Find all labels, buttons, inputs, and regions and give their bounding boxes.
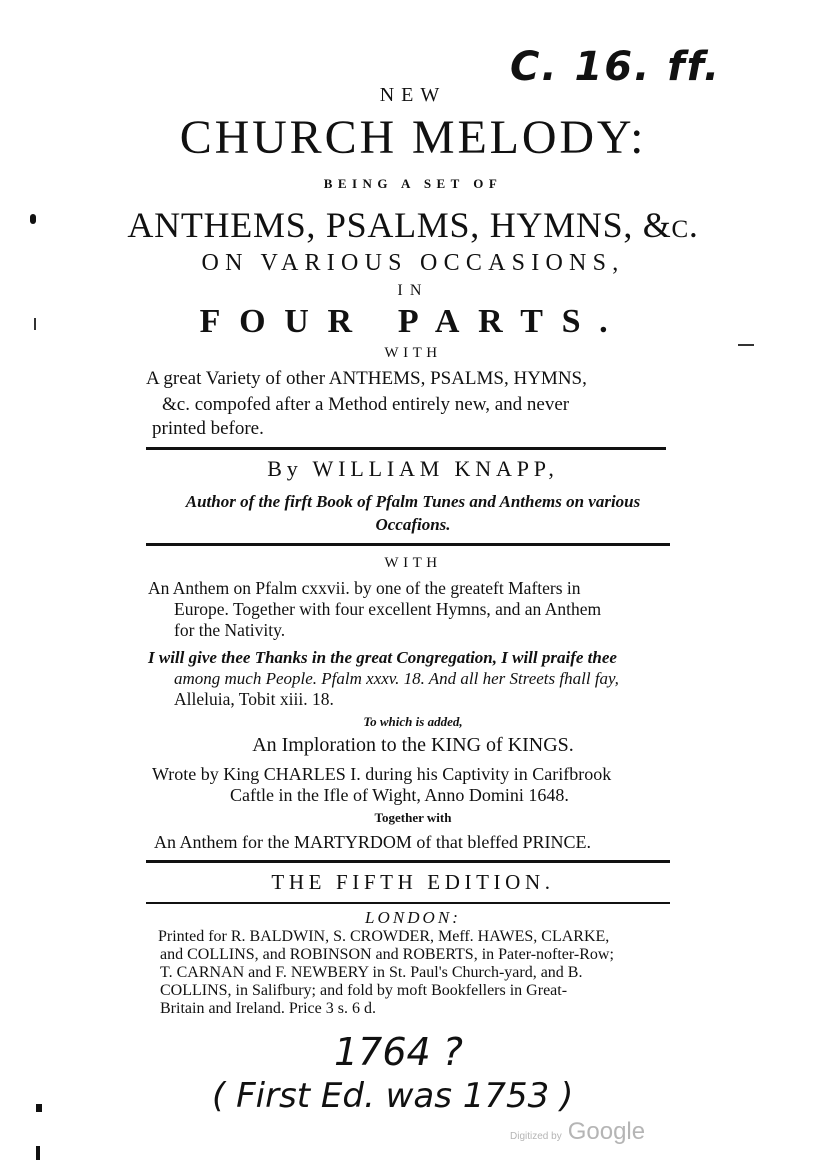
- page-title: CHURCH MELODY:: [179, 111, 647, 164]
- imprint-line-1: Printed for R. BALDWIN, S. CROWDER, Meff. HAWES, CLARKE,: [158, 928, 610, 945]
- quote-line-3: Alleluia, Tobit xiii. 18.: [174, 689, 334, 709]
- imprint-line-3: T. CARNAN and F. NEWBERY in St. Paul's Church-yard, and B.: [160, 964, 583, 981]
- title-being: BEING A SET OF: [323, 176, 503, 191]
- author-description: Author of the firft Book of Pfalm Tunes and Anthems on various: [185, 492, 641, 511]
- martyrdom-line: An Anthem for the MARTYRDOM of that bleffed PRINCE.: [154, 832, 592, 852]
- title-on-various: ON VARIOUS OCCASIONS,: [201, 250, 625, 276]
- anthem-line-1: An Anthem on Pfalm cxxvii. by one of the greateft Mafters in: [148, 578, 581, 598]
- variety-line-3: printed before.: [152, 418, 264, 439]
- imprint-line-2: and COLLINS, and ROBINSON and ROBERTS, in Pater-nofter-Row;: [160, 946, 614, 963]
- scan-mark-right: [738, 344, 754, 346]
- together-with: Together with: [374, 810, 452, 825]
- imploration: An Imploration to the KING of KINGS.: [252, 734, 574, 756]
- anthem-line-3: for the Nativity.: [174, 620, 286, 640]
- imprint-line-5: Britain and Ireland. Price 3 s. 6 d.: [160, 1000, 376, 1017]
- variety-line-2: &c. compofed after a Method entirely new, and never: [162, 394, 570, 415]
- wrote-line-2: Caftle in the Ifle of Wight, Anno Domini 1648.: [230, 785, 569, 805]
- watermark-prefix: Digitized by: [510, 1131, 562, 1142]
- contents-with: WITH: [384, 555, 442, 571]
- to-which-added: To which is added,: [363, 714, 463, 729]
- divider-4: [146, 902, 670, 904]
- quote-line-2: among much People. Pfalm xxxv. 18. And all her Streets fhall fay,: [174, 669, 619, 688]
- edition: THE FIFTH EDITION.: [271, 870, 555, 894]
- quote-line-1: I will give thee Thanks in the great Congregation, I will praife thee: [148, 648, 617, 667]
- imprint-line-4: COLLINS, in Salifbury; and fold by moft Bookfellers in Great-: [160, 982, 568, 999]
- scan-mark-left: [34, 318, 36, 330]
- variety-line-1: A great Variety of other ANTHEMS, PSALMS, HYMNS,: [146, 368, 587, 389]
- google-logo: Google: [567, 1118, 646, 1145]
- title-four-parts: FOUR PARTS.: [199, 303, 627, 340]
- author-description-2: Occafions.: [375, 515, 451, 534]
- divider-3: [146, 860, 670, 863]
- scan-mark-dot: [30, 214, 36, 224]
- divider-2: [146, 543, 670, 546]
- handwritten-year: 1764 ?: [334, 1030, 463, 1074]
- divider-1: [146, 447, 666, 450]
- title-new: NEW: [379, 84, 447, 106]
- imprint-london: LONDON:: [364, 908, 462, 927]
- anthem-line-2: Europe. Together with four excellent Hymns, and an Anthem: [174, 599, 602, 619]
- title-anthems: ANTHEMS, PSALMS, HYMNS, &c.: [127, 205, 699, 245]
- title-in: IN: [397, 282, 429, 299]
- watermark: [510, 1118, 645, 1146]
- wrote-line-1: Wrote by King CHARLES I. during his Captivity in Carifbrook: [152, 764, 612, 784]
- title-with: WITH: [384, 345, 442, 361]
- shelfmark: C. 16. ff.: [510, 44, 722, 90]
- handwritten-note: ( First Ed. was 1753 ): [212, 1076, 574, 1116]
- author-line: By WILLIAM KNAPP,: [267, 456, 559, 481]
- scan-mark-bottom: [36, 1104, 42, 1112]
- scan-mark-edge: [36, 1146, 40, 1160]
